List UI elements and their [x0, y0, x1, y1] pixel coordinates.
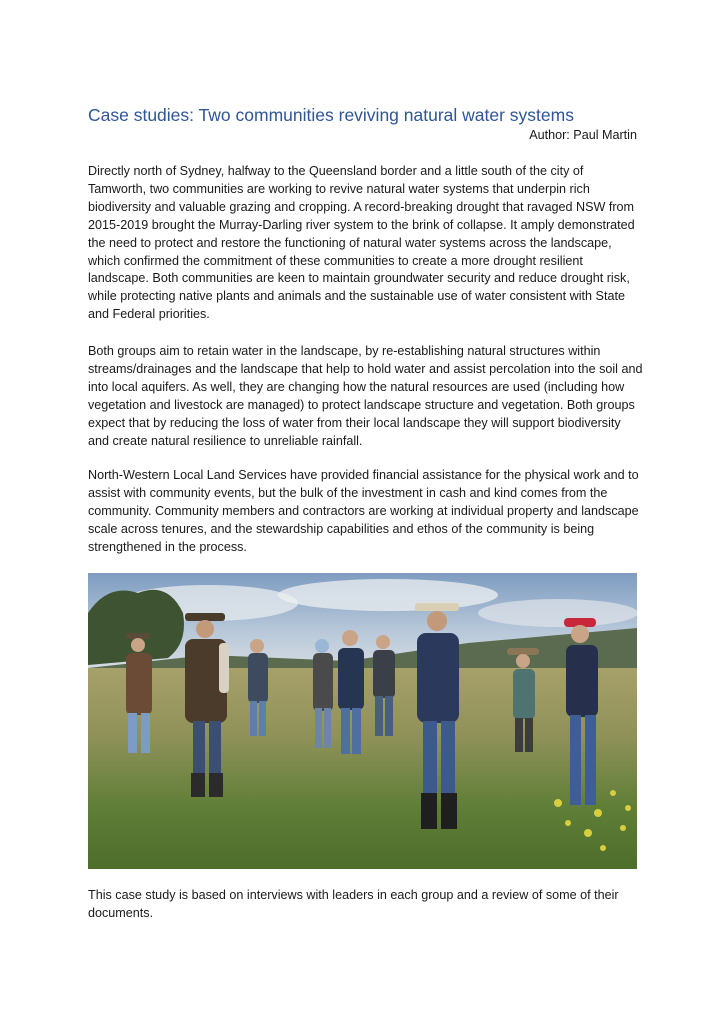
cloud	[478, 599, 637, 627]
paragraph-aims: Both groups aim to retain water in the landscape, by re-establishing natural structures within streams/drainages and the landscape that help to hold water and assist percolation into the soil and into local aquifers. As well, they are changing how the natural resources are used (including how vegetation and livestock are managed) to protect landscape structure and vegetation. Both groups expect that by reducing the loss of water from their local landscape they will support biodiversity and create natural resilience to unreliable rainfall.	[88, 344, 643, 448]
cloud	[278, 579, 498, 611]
page-title: Case studies: Two communities reviving natural water systems	[88, 105, 574, 125]
person	[415, 603, 459, 829]
field-group-photo	[88, 573, 637, 869]
photo-illustration	[88, 573, 637, 869]
paragraph-source: This case study is based on interviews with leaders in each group and a review of some of their documents.	[88, 888, 619, 920]
paragraph-intro: Directly north of Sydney, halfway to the Queensland border and a little south of the city of Tamworth, two communities are working to revive natural water systems that underpin rich biodiversity and valuable grazing and cropping. A record-breaking drought that ravaged NSW from 2015-2019 brought the Murray-Darling river system to the brink of collapse. It amply demonstrated the need to protect and restore the functioning of natural water systems across the landscape, which confirmed the commitment of these communities to create a more drought resilient landscape. Both communities are keen to maintain groundwater security and reduce drought risk, while protecting native plants and animals and the sustainable use of water consistent with State and Federal priorities.	[88, 164, 635, 322]
paragraph-funding: North-Western Local Land Services have provided financial assistance for the physical work and to assist with community events, but the bulk of the investment in cash and kind comes from the community. Community members and contractors are working at individual property and landscape scale across tenures, and the stewardship capabilities and ethos of the community is being strengthened in the process.	[88, 468, 639, 554]
author-line: Author: Paul Martin	[529, 128, 637, 142]
